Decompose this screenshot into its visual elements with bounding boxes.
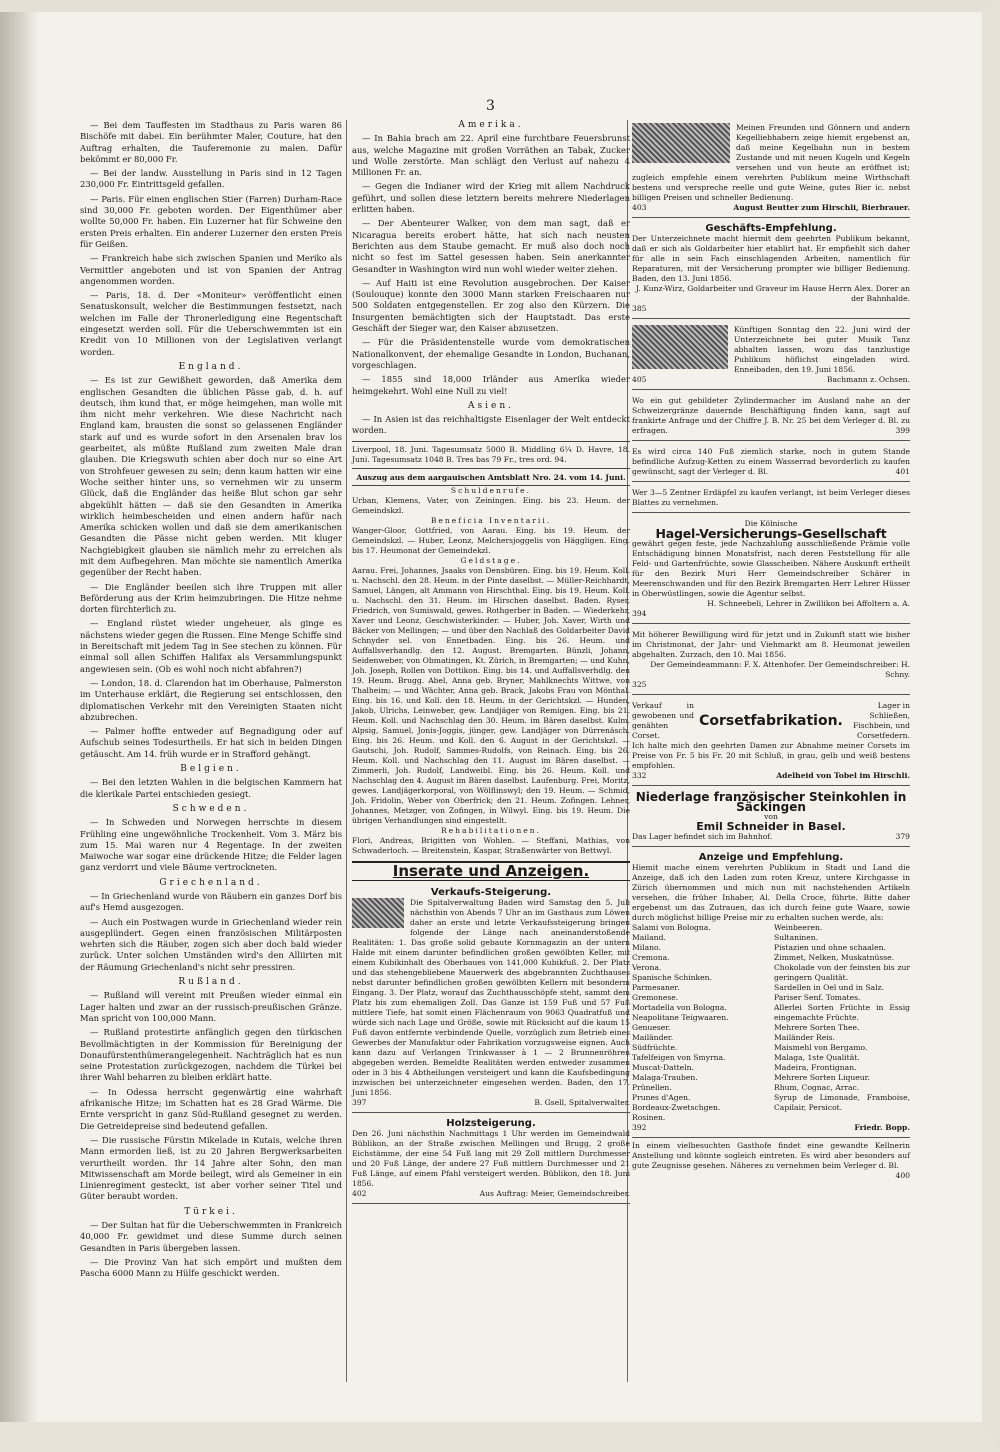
product-item: Mehrere Sorten Liqueur.: [774, 1073, 870, 1082]
ad-body: Ich halte mich den geehrten Damen zur Abnahme meiner Corsets im Preise von Fr. 5 bis Fr. 20 mit Schluß, in grau, gelb und weiß bestens empfohlen.: [632, 741, 910, 770]
product-item: Neapolitane Teigwaaren.: [632, 1013, 729, 1022]
ad-number: 400: [895, 1171, 910, 1180]
ad-number: 394: [632, 609, 647, 618]
news-paragraph: — In Bahia brach am 22. April eine furchtbare Feuersbrunst aus, welche Magazine mit großen Vorräthen an Tabak, Zucker und Wolle zerstörte. Man schlägt den Verlust auf nahezu 4 Millionen Fr. an.: [352, 133, 630, 178]
ad-tanz: [632, 322, 910, 390]
product-item: Pariser Senf. Tomates.: [774, 993, 861, 1002]
amtsblatt-entry: Flori, Andreas, Brigitten von Wohlen. — Steffani, Mathias, von Schwaderloch. — Breitenstein, Kaspar, Straßenwärter von Bettwyl.: [352, 835, 630, 855]
building-illustration: [352, 898, 404, 928]
ad-body: Mit höherer Bewilligung wird für jetzt und in Zukunft statt wie bisher im Christmonat, der Jahr- und Viehmarkt am 8. Heumonat jeweilen abgehalten. Zurzach, den 10. Mai 1856.: [632, 630, 910, 659]
product-item: Rhum, Cognac, Arrac.: [774, 1083, 860, 1092]
product-item: Südfrüchte.: [632, 1043, 678, 1052]
news-paragraph: — Für die Präsidentenstelle wurde vom demokratischen Nationalkonvent, der ehemalige Gesandte in London, Buchanan, vorgeschlagen.: [352, 337, 630, 370]
ad-body: Es wird circa 140 Fuß ziemlich starke, noch in gutem Stande befindliche Aufzug-Ketten zu einem Wasserrad bevorderlich zu kaufen gewünscht, sagt der Verleger d. Bl.: [632, 447, 910, 476]
ad-number: 332: [632, 771, 647, 780]
ad-signature: Der Gemeindeammann: F. X. Attenhofer. Der Gemeindschreiber: H. Schny.: [650, 660, 910, 679]
amtsblatt-entry: Aarau. Frei, Johannes, Jsaaks von Densbüren. Eing. bis 19. Heum. Koll. u. Nachschl. den 28. Heum. in der Pinte daselbst. — Müller-Reichhardt, Samuel, Längen, alt Ammann von Hirschthal. Eing. bis 19. Heum. Koll. u. Nachschl. den 31. Heum. im Hirschen daselbst. Baden. Ryser, Friedrich, von Sumiswald, gewes. Rothgerber in Baden. — Wiederkehr, Xaver und Leonz, Geschwisterkinder. — Huber, Joh. Xaver, Wirth und Bäcker von Mellingen; — und über den Nachlaß des Goldarbeiter David Schnyder sel. von Ennetbaden. Eing. bis 26. Heum. und Auffallsverhandlg. den 12. August. Bremgarten. Bünzli, Johann, Seidenweber, von Obmatingen, Kt. Zürich, in Bremgarten; — und Kuhn, Joh. Joseph, Rollen von Dottikon. Eing. bis 14. und Auffallsverhdlg. den 19. Heum. Brugg. Abel, Anna geb. Bryner, Mahlknechts Wittwe, von Thalheim; — und Wächter, Anna geb. Brack, Jakobs Frau von Mönthal. Eing. bis 16. und Koll. den 18. Heum. in der Gerichtskzl. — Hunden, Jakob, Ulrichs, Leinweber, gew. Landjäger von Remigen. Eing. bis 21. Heum. Koll. und Nachschlag den 30. Heum. im Bären daselbst. Kulm. Alpsig, Samuel, Jonis-Joggis, jünger, gew. Landjäger von Dürrenäsch. Eing. bis 26. Heum. und Koll. den 6. August in der Gerichtskzl. — Gautschi, Joh. Rudolf, Sammes-Rudolfs, von Reinach. Eing. bis 26. Heum. Koll. und Nachschlag den 11. August im Bären daselbst. — Zimmerli, Joh. Rudolf, Landweibl. Eing. bis 26. Heum. Koll. und Nachschlag den 4. August im Bären daselbst. Laufenburg. Frei, Moritz, gewes. Landjägerkorporal, von Wölflinswyl; den 19. Heum. — Schmid, Joh. Fridolin, Weber von Oberfrick; den 21. Heum. Zofingen. Lehner, Johannes, Metzger, von Zofingen, in Wilwyl. Eing. bis 19. Heum. Die übrigen Verhandlungen sind eingestellt.: [352, 565, 630, 825]
ad-title: Anzeige und Empfehlung.: [698, 852, 844, 863]
news-paragraph: — London, 18. d. Clarendon hat im Oberhause, Palmerston im Unterhause erklärt, die Regierung sei entschlossen, den diplomatischen Verkehr mit den Vereinigten Staaten nicht abzubrechen.: [80, 677, 342, 722]
section-heading-amerika: Amerika.: [458, 120, 524, 130]
product-item: Milano.: [632, 943, 661, 952]
news-column-2: [352, 120, 630, 1207]
product-item: Chokolade von der feinsten bis zur geringern Qualität.: [774, 963, 910, 982]
news-paragraph: — Der Abenteurer Walker, von dem man sagt, daß er Nicaragua bereits erobert hätte, hat sich nach neusten Berichten aus dem Staube gemacht. Er muß also doch noch nicht so fest im Sattel gesessen haben. Sein anerkannter Gesandter in Washington wird nun wohl wieder weiter ziehen.: [352, 218, 630, 274]
ad-connector: von: [764, 812, 778, 821]
ad-signature: Aus Auftrag: Meier, Gemeindschreiber.: [479, 1189, 630, 1199]
product-item: Mailänder.: [632, 1033, 674, 1042]
ad-holzsteigerung: [352, 1116, 630, 1204]
page-binding-edge: [0, 0, 38, 1452]
ad-jahrmarkt: [632, 627, 910, 695]
ad-pretitle: Die Kölnische: [744, 519, 798, 528]
product-list-left: [632, 923, 768, 1123]
product-item: Mailänder Reis.: [774, 1033, 835, 1042]
amtsblatt-excerpt: [352, 486, 630, 856]
ad-body: Hiemit mache einem verehrten Publikum in Stadt und Land die Anzeige, daß ich den Laden zum roten Kreuz, untere Kirchgasse in Zürich übernommen und mich nun mit nachstehenden Artikeln versehen, die früher Inhaber, Al. Della Croce, führte. Bitte daher ergebenst um das Zutrauen, das ich durch feine gute Waare, sowie durch möglichst billige Preise mir zu erhalten suchen werde, als:: [632, 863, 910, 922]
news-paragraph: — Rußland protestirte anfänglich gegen den türkischen Bevollmächtigten in der Kommission für Bereinigung der Donaufürstenthümerangelegenheit. Nachträglich hat es nun seine Protestation zurückgezogen, nachdem die Türkei bei ihrer Wahl beharren zu bleiben erklärt hatte.: [80, 1027, 342, 1083]
news-paragraph: — Der Sultan hat für die Ueberschwemmten in Frankreich 40,000 Fr. gewidmet und diese Summe durch seinen Gesandten in Paris übergeben lassen.: [80, 1220, 342, 1253]
product-item: Genueser.: [632, 1023, 671, 1032]
section-heading-england: England.: [178, 361, 244, 372]
product-item: Parmesaner.: [632, 983, 680, 992]
ad-number: 405: [632, 375, 647, 384]
ad-merchant: Emil Schneider in Basel.: [696, 820, 846, 833]
ad-body: Der Unterzeichnete macht hiermit dem geehrten Publikum bekannt, daß er sich als Goldarbeiter hier etablirt hat. Er empfiehlt sich daher für alle in sein Fach einschlagenden Arbeiten, namentlich für Reparaturen, mit der Versicherung prompter wie billiger Bedienung. Baden, den 13. Juni 1856.: [632, 234, 910, 283]
news-paragraph: — 1855 sind 18,000 Irländer aus Amerika wieder heimgekehrt. Wohl eine Null zu viel!: [352, 374, 630, 396]
amtsblatt-subheading: Schuldenrufe.: [450, 485, 532, 495]
ad-body: Das Lager befindet sich im Bahnhof.: [632, 832, 773, 841]
ad-number: 402: [352, 1189, 367, 1199]
news-paragraph: — Frankreich habe sich zwischen Spanien und Meriko als Vermittler angeboten und ist von Spanien der Antrag angenommen worden.: [80, 253, 342, 286]
news-paragraph: — In Schweden und Norwegen herrschte in diesem Frühling eine ungewöhnliche Trockenheit. Vom 3. März bis zum 15. Mai waren nur 4 Regentage. In der zweiten Maiwoche war sogar eine drückende Hitze; die Felder lagen ganz verdorrt und viele Bäume vertrockneten.: [80, 817, 342, 873]
ad-number: 385: [632, 304, 647, 313]
product-item: Prünellen.: [632, 1083, 672, 1092]
ad-title: Niederlage französischer Steinkohlen in Säckingen: [635, 790, 907, 814]
ad-della-croce: [632, 850, 910, 1138]
product-item: Syrup de Limonade, Framboise, Capilair, Persicot.: [774, 1093, 910, 1112]
product-item: Rosinen.: [632, 1113, 666, 1122]
product-item: Pistazien und ohne schaalen.: [774, 943, 886, 952]
ad-side-text: Lager in Schließen, Fischbein, und Corsetfedern.: [853, 701, 910, 740]
ad-number: 401: [895, 467, 910, 476]
news-paragraph: — Paris. Für einen englischen Stier (Farren) Durham-Race sind 30,000 Fr. geboten worden. Der Eigenthümer aber wollte 50,000 Fr. haben. Ein Luzerner hat für Schweine den ersten Preis erhalten. Ein anderer Luzerner den ersten Preis für Geißen.: [80, 193, 342, 249]
news-paragraph: — In Griechenland wurde von Räubern ein ganzes Dorf bis auf's Hemd ausgezogen.: [80, 891, 342, 913]
ad-number: 392: [632, 1123, 647, 1132]
product-item: Mailand.: [632, 933, 666, 942]
amtsblatt-subheading: Geldstage.: [460, 555, 522, 565]
ad-hagel-versicherung: [632, 516, 910, 624]
product-item: Cremona.: [632, 953, 670, 962]
ad-ketten: [632, 444, 910, 482]
product-item: Mortadella von Bologna.: [632, 1003, 727, 1012]
ad-title: Holzsteigerung.: [446, 1118, 536, 1130]
ad-signature: B. Gsell, Spitalverwalter.: [534, 1098, 630, 1108]
ad-body: Künftigen Sonntag den 22. Juni wird der Unterzeichnete bei guter Musik Tanz abhalten lassen, wozu das tanzlustige Publikum höflichst eingeladen wird. Enneibaden, den 19. Juni 1856.: [734, 325, 910, 374]
product-item: Prunes d'Agen.: [632, 1093, 691, 1102]
product-item: Zimmet, Nelken, Muskatnüsse.: [774, 953, 895, 962]
ad-body: Die Spitalverwaltung Baden wird Samstag den 5. Juli nächsthin von Abends 7 Uhr an im Gasthaus zum Löwen daher an erste und letzte Verkaufssteigerung bringen folgende der Länge nach aneinanderstoßende Realitäten: 1. Das große solid gebaute Kornmagazin an der untern Halde mit einem darunter befindlichen großen gewölbten Keller, mit einem Kubikinhalt des Oberbaues von 141,000 Kubikfuß. 2. Der Platz und das stehengebliebene Mauerwerk des abgebrannten Zuchthauses nebst darunter befindlichen großen gewölbten Kellern mit besonderm Eingang. 3. Der Platz, worauf das Zuchthausschöpfe steht, sammt dem Platz bis zum ehemaligen Zoll. Das Ganze ist 159 Fuß und 57 Fuß mittlere Tiefe, hat somit einen Flächenraum von 9063 Quadratfuß und würde sich nach Lage und Größe, sowie mit Rücksicht auf die kaum 15 Fuß davon entfernte verbindende Quelle, vorzüglich zum Betrieb eines Gewerbes der Manufaktur oder Fabrikation vorzugsweise eignen. Auch kann dazu auf Verlangen Trinkwasser à 1 — 2 Brunnenröhren abgegeben werden. Bemeldte Realitäten werden entweder zusammen oder in 3 bis 4 Abtheilungen versteigert und kann die Kaufsbedingung inzwischen bei unterzeichneter eingesehen werden. Baden, den 17. Juni 1856.: [352, 898, 630, 1098]
ad-body: gewährt gegen feste, jede Nachzahlung ausschließende Prämie volle Entschädigung binnen Monatsfrist, nach deren Feststellung für alle Feld- und Gartenfrüchte, sowie Glasscheiben. Nähere Auskunft ertheilt für den Bezirk Muri Herr Gemeindschreiber Schärer in Meerenschwanden und für den Bezirk Bremgarten Herr Lehrer Hüsser in Oberwüstlingen, sowie die Agentur selbst.: [632, 539, 910, 598]
news-paragraph: — Rußland will vereint mit Preußen wieder einmal ein Lager halten und zwar an der russisch-preußischen Gränze. Man spricht von 100,000 Mann.: [80, 990, 342, 1023]
ad-body: Wer 3—5 Zentner Erdäpfel zu kaufen verlangt, ist beim Verleger dieses Blattes zu vernehmen.: [632, 488, 910, 507]
news-paragraph: — Bei der landw. Ausstellung in Paris sind in 12 Tagen 230,000 Fr. Eintrittsgeld gefallen.: [80, 168, 342, 190]
news-paragraph: — Die Provinz Van hat sich empört und mußten dem Pascha 6000 Mann zu Hülfe geschickt werden.: [80, 1256, 342, 1279]
product-item: Malaga, 1ste Qualität.: [774, 1053, 860, 1062]
ad-body: In einem vielbesuchten Gasthofe findet eine gewandte Kellnerin Anstellung und könnte sogleich eintreten. Es wird aber besonders auf gute Zeugnisse gesehen. Näheres zu vernehmen beim Verleger d. Bl.: [632, 1141, 910, 1170]
section-heading-tuerkei: Türkei.: [184, 1206, 238, 1217]
column-divider: [346, 120, 347, 1382]
inserate-heading: Inserate und Anzeigen.: [352, 861, 630, 881]
news-paragraph: — Die russische Fürstin Mikelade in Kutais, welche ihren Mann ermorden ließ, ist zu 20 Jahren Bergwerksarbeiten verurtheilt worden. Ihr 14 Jahre alter Sohn, den man Mitwissenschaft am Morde beilegt, wird als Gemeiner in ein Linienregiment gesteckt, ist aber vorher seiner Titel und Güter beraubt worden.: [80, 1134, 342, 1202]
product-item: Verona.: [632, 963, 662, 972]
news-paragraph: — Bei dem Tauffesten im Stadthaus zu Paris waren 86 Bischöfe mit dabei. Ein berühmter Maler, Couture, hat den Auftrag erhalten, die Tauferemonie zu malen. Dafür bekömmt er 80,000 Fr.: [80, 120, 342, 164]
product-item: Sultaninen.: [774, 933, 819, 942]
product-item: Tafelfeigen von Smyrna.: [632, 1053, 726, 1062]
ad-signature: Bachmann z. Ochsen.: [826, 375, 910, 384]
news-paragraph: — Palmer hoffte entweder auf Begnadigung oder auf Aufschub seines Todesurtheils. Er hat sich in beiden Dingen getäuscht. Am 14. früh wurde er in Strafford gehängt.: [80, 726, 342, 759]
product-item: Bordeaux-Zwetschgen.: [632, 1103, 721, 1112]
product-item: Maismehl von Bergamo.: [774, 1043, 868, 1052]
product-item: Mehrere Sorten Thee.: [774, 1023, 860, 1032]
news-paragraph: — In Asien ist das reichhaltigste Eisenlager der Welt entdeckt worden.: [352, 414, 630, 436]
bowling-illustration: [632, 123, 730, 163]
amtsblatt-subheading: Rehabilitationen.: [440, 825, 542, 835]
ad-signature: Friedr. Bopp.: [854, 1123, 910, 1132]
ad-signature: J. Kunz-Wirz, Goldarbeiter und Graveur im Hause Herrn Alex. Dorer an der Bahnhalde.: [635, 284, 910, 303]
ad-number: 399: [895, 426, 910, 435]
ad-number: 325: [632, 680, 647, 689]
ad-kegelbahn: [632, 120, 910, 218]
product-item: Salami von Bologna.: [632, 923, 711, 932]
ad-steinkohlen: [632, 789, 910, 847]
ad-signature: August Beutter zum Hirschli, Bierbrauer.: [733, 203, 910, 212]
section-heading-griechenland: Griechenland.: [159, 877, 263, 888]
ad-number: 403: [632, 203, 647, 212]
amtsblatt-subheading: Beneficia Inventarii.: [430, 515, 552, 525]
product-item: Allerlei Sorten Früchte in Essig eingemachte Früchte.: [774, 1003, 910, 1022]
ad-number: 379: [895, 832, 910, 841]
ad-kellnerin: [632, 1141, 910, 1180]
ad-body: Den 26. Juni nächsthin Nachmittags 1 Uhr werden im Gemeindwald Büblikon, an der Straße zwischen Mellingen und Brugg, 2 große Eichstämme, der eine 54 Fuß lang mit 29 Zoll mittlern Durchmesser und 20 Fuß Länge, der andere 27 Fuß mittlern Durchmesser und 21 Fuß Länge, auf einem Pfahl versteigert werden. Büblikon, den 18. Juni 1856.: [352, 1129, 630, 1189]
ad-corsetfabrikation: [632, 698, 910, 786]
ad-verkaufs-steigerung: [352, 885, 630, 1113]
product-item: Spanische Schinken.: [632, 973, 712, 982]
ad-side-text: Verkauf in gewobenen und genähten Corset.: [632, 701, 694, 740]
news-paragraph: — Gegen die Indianer wird der Krieg mit allem Nachdruck geführt, und sollen diese letztern bereits mehrere Niederlagen erlitten haben.: [352, 181, 630, 215]
ad-title: Verkaufs-Steigerung.: [430, 887, 552, 899]
ad-signature: H. Schneebeli, Lehrer in Zwillikon bei Affoltern a. A.: [707, 599, 910, 608]
product-list: [632, 923, 910, 1123]
product-item: Muscat-Datteln.: [632, 1063, 694, 1072]
news-paragraph: — Bei den letzten Wahlen in die belgischen Kammern hat die klerikale Partei entschieden gesiegt.: [80, 777, 342, 799]
ad-number: 397: [352, 1098, 367, 1108]
ad-signature: Adelheid von Tobel im Hirschli.: [776, 771, 910, 780]
dancers-illustration: [632, 325, 728, 369]
ad-erdaepfel: [632, 485, 910, 513]
product-item: Madeira, Frontignan.: [774, 1063, 857, 1072]
ad-body: Wo ein gut gebildeter Zylindermacher im Ausland nahe an der Schweizergränze dauernde Beschäftigung finden kann, sagt auf frankirte Anfrage und der Chiffre J. B. Nr. 25 bei dem Verleger d. Bl. zu erfragen.: [632, 396, 910, 435]
news-paragraph: — Auf Haiti ist eine Revolution ausgebrochen. Der Kaiser (Soulouque) konnte den 3000 Mann starken Freischaaren nur 500 Soldaten entgegenstellen. Er zog also den Kürzern. Die Insurgenten bemächtigten sich der Hauptstadt. Das erste Geschäft der Sieger war, den Kaiser abzusetzen.: [352, 277, 630, 334]
ad-title: Corsetfabrikation.: [699, 713, 843, 729]
product-item: Gremonese.: [632, 993, 679, 1002]
market-report: Liverpool, 18. Juni. Tagesumsatz 5000 B. Middling 6¼ D. Havre, 18. Juni. Tagesumsatz 1048 B. Tres bas 79 Fr., tres ord. 94.: [352, 441, 630, 469]
ad-title: Geschäfts-Empfehlung.: [705, 223, 837, 234]
section-heading-asien: Asien.: [468, 400, 514, 411]
news-paragraph: — Es ist zur Gewißheit geworden, daß Amerika dem englischen Gesandten die üblichen Pässe gab, d. h. auf deutsch, ihm kund that, er möge heimgehen, man wolle mit ihm nicht mehr verkehren. Wie diese Nachricht nach England kam, brausten die sonst so gelassenen Engländer stark auf und es wurde sofort in den Arsenalen brav los gearbeitet, als müßte Rußland zum zweiten Male dran glauben. Die Kriegswuth schien aber doch nur so eine Art von Strohfeuer gewesen zu sein; denn kaum hatten wir eine Woche seither hinter uns, so vernehmen wir zu unserm Glück, daß die Engländer das heiße Blut schon gar sehr abgekühlt hätten — daß sie den Gesandten in Amerika wirklich heimbescheiden und einen andern hafür nach Amerika schicken wollen und daß sie dem amerikanischen Gesandten die Pässe nicht geben werden. Mit kluger Nachgiebigkeit glauben sie nämlich mehr zu erreichen als mit dem Aufbegehren. Man möchte sie namentlich Amerika gegenüber der Recht haben.: [80, 375, 342, 578]
ad-body: Meinen Freunden und Gönnern und andern Kegelliebhabern zeige hiemit ergebenst an, daß meine Kegelbahn nun in bestem Zustande und mit neuen Kugeln und Kegeln versehen und von heute an eröffnet ist; zugleich empfehle einem verehrten Publikum meine Wirthschaft bestens und verspreche reelle und gute Weine, gutes Bier ic. nebst billigen Preisen und schneller Bedienung.: [632, 123, 910, 202]
product-item: Malaga-Trauben.: [632, 1073, 698, 1082]
news-paragraph: — England rüstet wieder ungeheuer, als ginge es nächstens wieder gegen die Russen. Eine Menge Schiffe sind in Bereitschaft mit jedem Tag in See stechen zu können. Für einmal soll allen Schiffen Halifax als Versammlungspunkt angewiesen sein. (Ob es wohl noch nicht abfahren?): [80, 618, 342, 674]
news-column-1: [80, 120, 342, 1283]
news-paragraph: — In Odessa herrscht gegenwärtig eine wahrhaft afrikanische Hitze; im Schatten hat es 28 Grad Wärme. Die Ernte verspricht in ganz Süd-Rußland gesegnet zu werden. Die Getreidepreise sind bedeutend gefallen.: [80, 1086, 342, 1131]
product-item: Weinbeeren.: [774, 923, 823, 932]
ad-title: Hagel-Versicherungs-Gesellschaft: [655, 526, 887, 541]
news-paragraph: — Auch ein Postwagen wurde in Griechenland wieder rein ausgeplündert. Gegen einen französischen Militärposten wehrten sich die Räuber, zogen sich aber doch bald wieder zurück. Unter solchen Umständen wird's den Alliirten mit der Räumung Griechenland's nicht sehr pressiren.: [80, 916, 342, 972]
product-list-right: [774, 923, 910, 1123]
section-heading-russland: Rußland.: [178, 977, 244, 988]
product-item: Sardellen in Oel und in Salz.: [774, 983, 885, 992]
amtsblatt-heading: Auszug aus dem aargauischen Amtsblatt Nro. 24. vom 14. Juni.: [352, 473, 630, 486]
section-heading-belgien: Belgien.: [180, 764, 242, 775]
amtsblatt-entry: Urban, Klemens, Vater, von Zeiningen. Eing. bis 23. Heum. der Gemeindskzl.: [352, 495, 630, 515]
ads-column: [632, 120, 910, 1181]
page-number: 3: [486, 98, 495, 114]
section-heading-schweden: Schweden.: [172, 803, 250, 814]
news-paragraph: — Die Engländer beeilen sich ihre Truppen mit aller Beförderung aus der Krim heimzubringen. Die Hitze nehme dorten fürchterlich zu.: [80, 581, 342, 615]
amtsblatt-entry: Wanger-Gloor, Gottfried, von Aarau. Eing. bis 19. Heum. der Gemeindskzl. — Huber, Leonz, Melchersjoggelis von Häggligen. Eing. bis 17. Heumonat der Gemeindekzl.: [352, 525, 630, 555]
ad-goldarbeiter: [632, 221, 910, 319]
ad-zylindermacher: [632, 393, 910, 441]
news-paragraph: — Paris, 18. d. Der «Moniteur» veröffentlicht einen Senatuskonsult, welcher die Bestimmungen festsetzt, nach welchen im Falle der Thronerledigung eine Regentschaft eingesetzt werden soll. Für die Ueberschwemmten ist ein Kredit von 10 Millionen von der Legislativen verlangt worden.: [80, 290, 342, 357]
